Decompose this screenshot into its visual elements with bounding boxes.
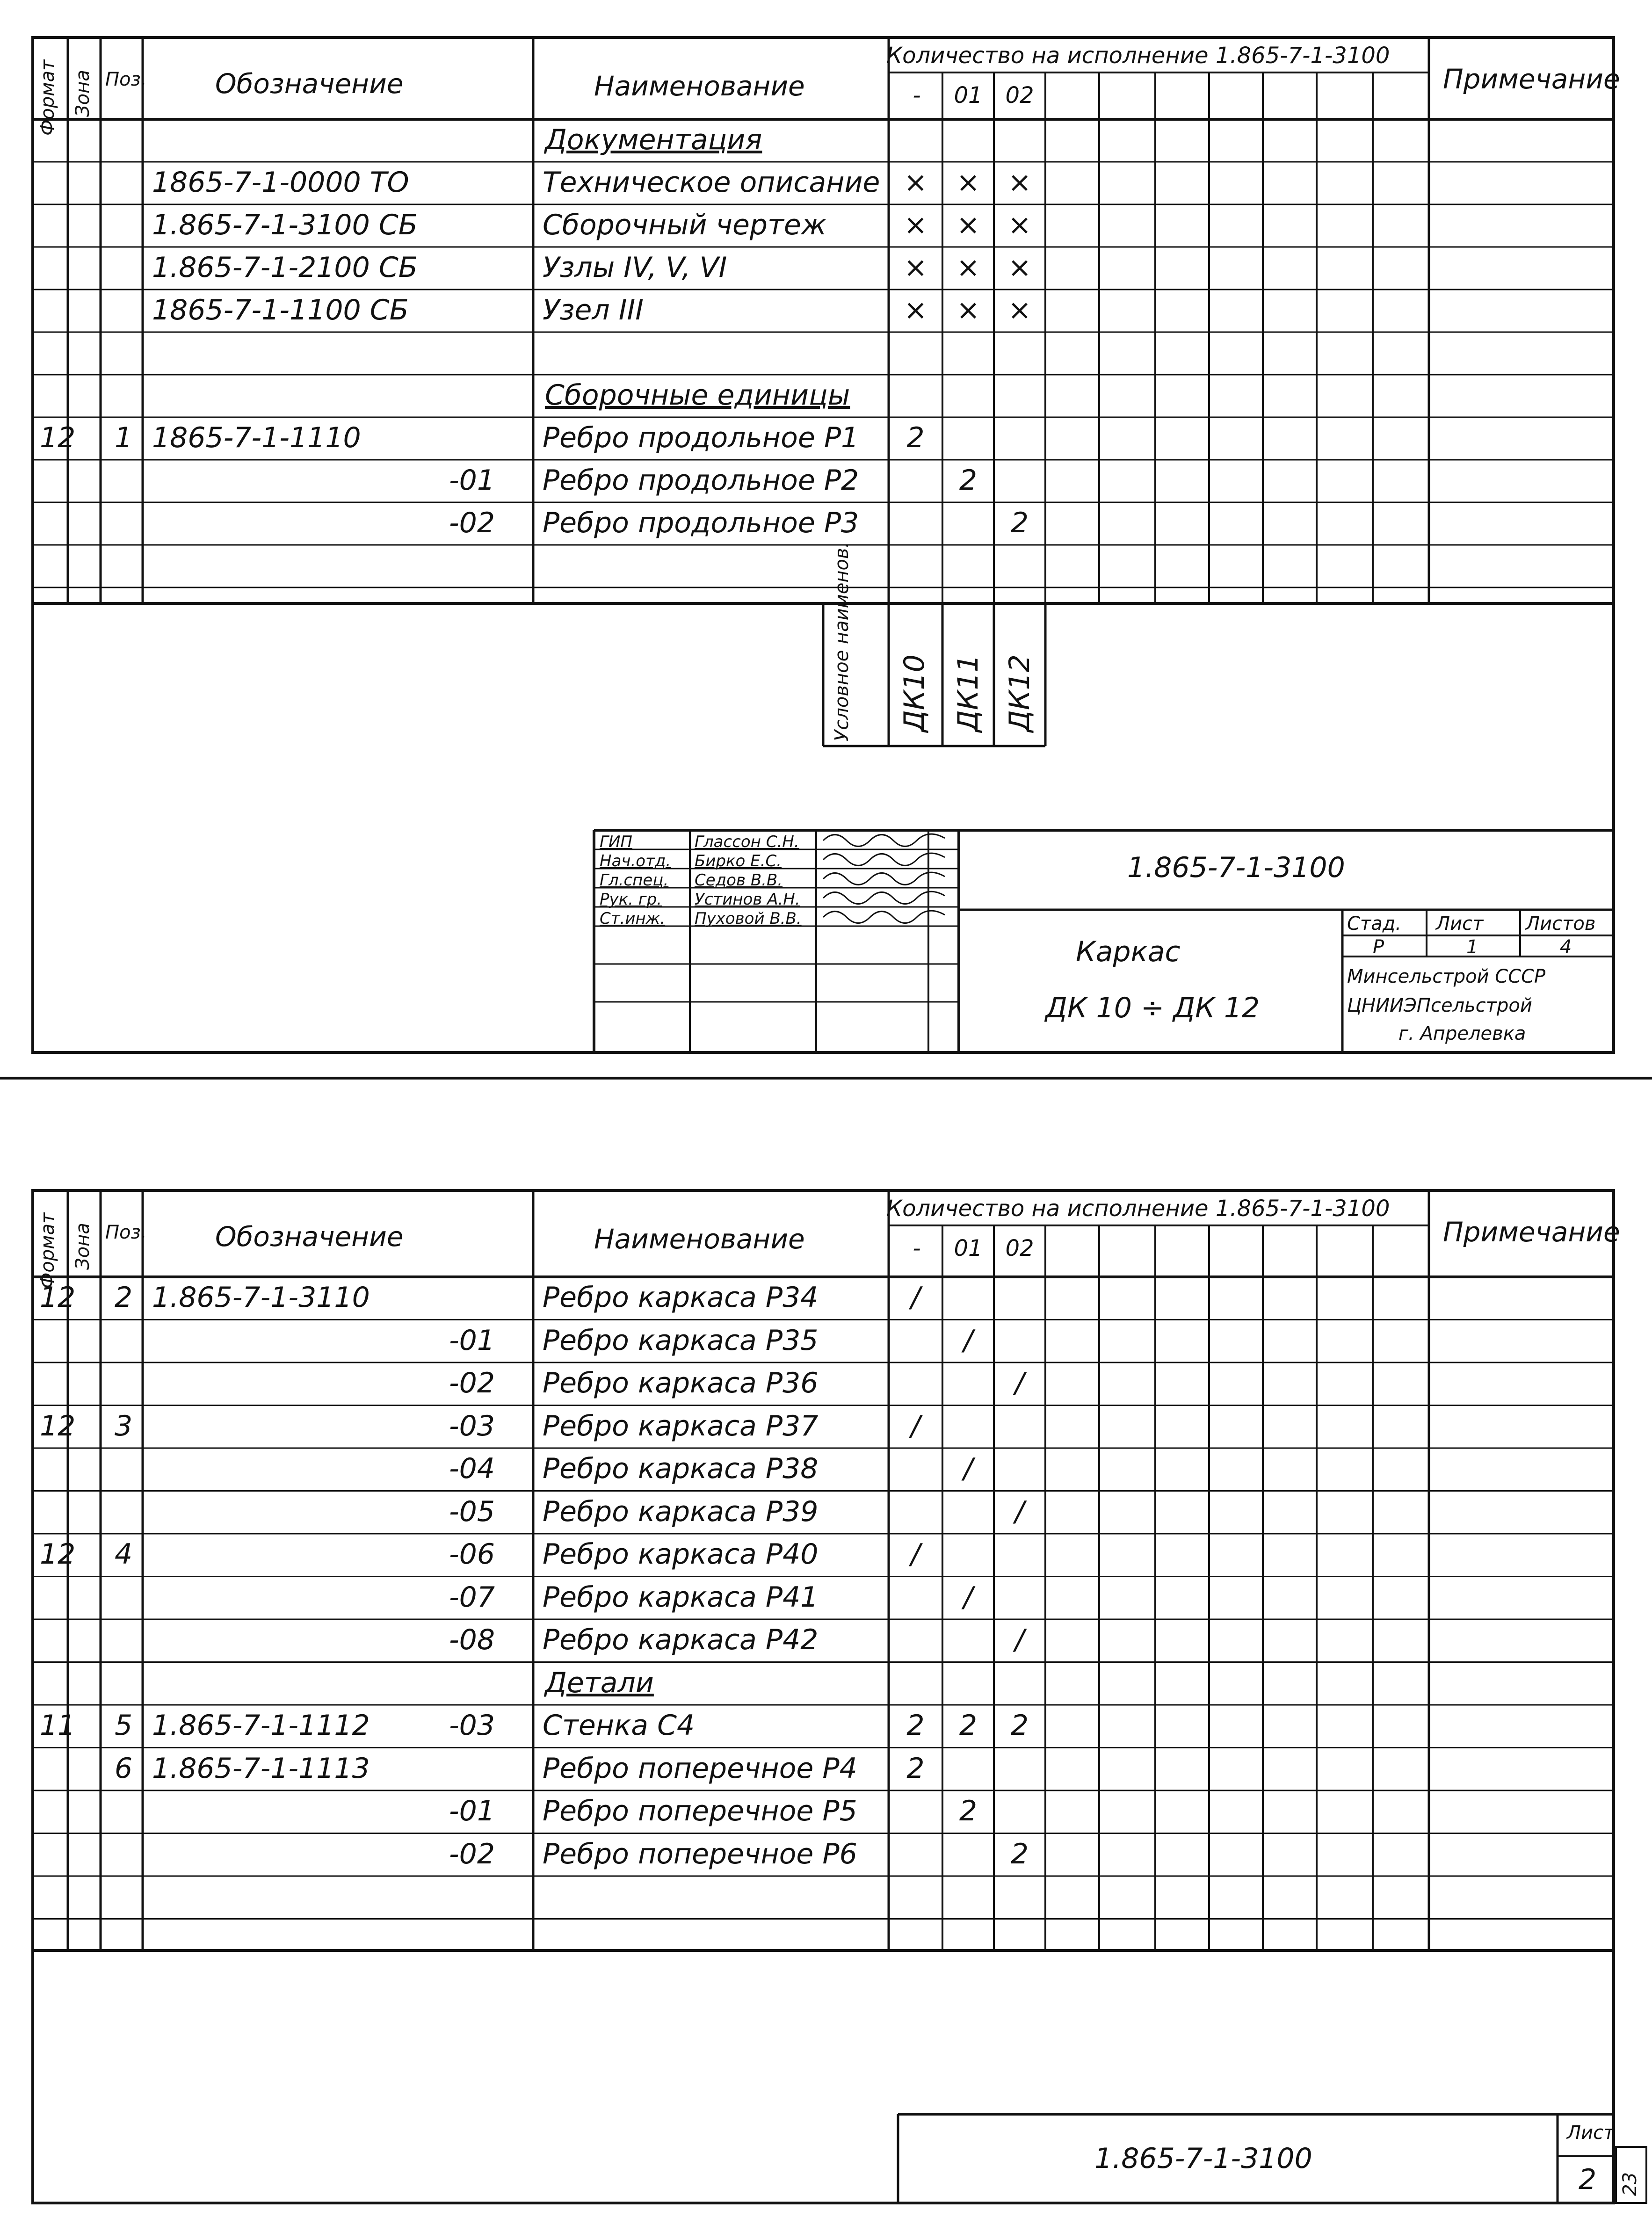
qty-col-1: 01 [954,1235,983,1261]
row-suffix: -01 [449,1795,495,1827]
row-qty: 2 [906,1709,925,1742]
zone-header: Зона [72,70,94,117]
designation-header: Обозначение [215,68,404,100]
row-qty: 2 [959,1709,978,1742]
row-qty: 2 [906,421,925,454]
row-name: Ребро каркаса Р34 [543,1281,819,1314]
org-line: г. Апрелевка [1398,1023,1526,1044]
org-line: Минсельстрой СССР [1347,966,1546,987]
row-qty: × [956,166,980,199]
row-suffix: -02 [449,507,495,539]
qty-col-1: 01 [954,82,983,109]
stage-value: Р [1373,936,1384,958]
qty-header: Количество на исполнение 1.865-7-1-3100 [886,1196,1390,1222]
row-qty: × [904,294,927,326]
sheets-value: 4 [1560,936,1572,958]
row-name: Ребро каркаса Р36 [543,1367,819,1399]
row-name: Ребро продольное Р3 [543,507,859,539]
row-pos: 2 [115,1281,133,1314]
row-designation: 1.865-7-1-2100 СБ [152,251,418,284]
row-qty: × [1007,209,1032,241]
row-qty: × [956,294,980,326]
row-qty: / [911,1409,920,1442]
row-format: 12 [40,1538,76,1571]
row-qty: 2 [959,464,978,497]
row-name: Ребро продольное Р1 [543,421,859,454]
row-suffix: -08 [449,1623,495,1656]
row-qty: / [911,1538,920,1571]
row-qty: / [963,1324,973,1357]
page-number: 23 [1619,2172,1641,2196]
row-designation: 1865-7-1-1100 СБ [152,294,409,326]
conventional-value: ДК10 [898,654,931,732]
row-qty: 2 [906,1752,925,1785]
designation-header: Обозначение [215,1221,404,1253]
row-designation: 1865-7-1-1110 [152,421,361,454]
signature [823,853,945,865]
row-qty: 2 [1010,507,1029,539]
qty-header: Количество на исполнение 1.865-7-1-3100 [886,43,1390,69]
row-suffix: -02 [449,1837,495,1870]
row-name: Ребро каркаса Р38 [543,1452,819,1485]
signature [823,872,945,884]
signature [823,911,945,923]
row-designation: 1.865-7-1-1113 [152,1752,370,1785]
row-suffix: -02 [449,1367,495,1399]
tb-role: Ст.инж. [600,909,666,928]
tb-role: ГИП [600,833,632,851]
tb-name: Седов В.В. [695,871,783,890]
row-designation: 1.865-7-1-3110 [152,1281,370,1314]
row-suffix: -03 [449,1709,495,1742]
tb-role: Нач.отд. [600,852,671,870]
pos-header: Поз. [105,69,147,90]
signature [823,891,945,904]
row-qty: / [1014,1495,1025,1528]
row-suffix: -03 [449,1409,495,1442]
row-format: 12 [40,1409,76,1442]
row-name: Ребро каркаса Р39 [543,1495,819,1528]
row-name: Ребро поперечное Р5 [543,1795,857,1827]
drawing-code: 1.865-7-1-3100 [1127,851,1345,884]
sheet-value: 1 [1466,936,1478,958]
conventional-value: ДК12 [1003,654,1036,732]
row-qty: × [956,209,980,241]
row-suffix: -01 [449,1324,495,1357]
format-header: Формат [37,59,58,136]
row-name: Техническое описание [543,166,880,199]
sheet2-frame [33,1190,1614,2203]
stage-label: Стад. [1347,913,1402,935]
tb-name: Глассон С.Н. [695,833,799,851]
row-pos: 6 [115,1752,133,1785]
row-qty: / [963,1580,973,1614]
row-name: Сборочный чертеж [543,209,826,241]
row-suffix: -07 [449,1580,495,1614]
row-suffix: -01 [449,464,495,497]
format-header: Формат [37,1212,58,1289]
tb-name: Бирко Е.С. [695,852,782,870]
drawing-title: Каркас [1076,935,1181,968]
row-name: Ребро продольное Р2 [543,464,859,497]
row-qty: / [911,1281,920,1314]
signature [823,834,945,846]
row-qty: × [1007,251,1032,284]
row-qty: × [904,209,927,241]
row-format: 11 [40,1709,76,1742]
footer-drawing-code: 1.865-7-1-3100 [1094,2142,1312,2175]
tb-role: Рук. гр. [600,890,662,909]
row-qty: × [904,251,927,284]
row-suffix: -06 [449,1538,495,1571]
qty-col-0: - [913,1235,921,1261]
row-designation: 1.865-7-1-3100 СБ [152,209,418,241]
name-header: Наименование [594,1223,805,1255]
footer-sheet-number: 2 [1579,2163,1597,2196]
row-format: 12 [40,1281,76,1314]
row-name: Узел III [543,294,644,326]
conventional-label: Условное наименов. [831,542,853,741]
pos-header: Поз. [105,1222,147,1243]
row-suffix: -05 [449,1495,495,1528]
row-name: Узлы IV, V, VI [543,251,727,284]
row-qty: 2 [959,1795,978,1827]
name-header: Наименование [594,70,805,102]
zone-header: Зона [72,1223,94,1270]
tb-role: Гл.спец. [600,871,669,890]
row-designation: 1865-7-1-0000 ТО [152,166,409,199]
row-qty: × [1007,294,1032,326]
row-qty: / [1014,1367,1025,1399]
row-qty: × [1007,166,1032,199]
drawing-title-range: ДК 10 ÷ ДК 12 [1045,992,1260,1024]
row-qty: / [963,1452,973,1485]
sheet-label: Лист [1436,913,1484,935]
row-suffix: -04 [449,1452,495,1485]
sheets-label: Листов [1526,913,1596,935]
row-pos: 1 [115,421,133,454]
row-name: Ребро поперечное Р6 [543,1837,857,1870]
row-name: Ребро каркаса Р35 [543,1324,819,1357]
row-qty: × [904,166,927,199]
row-qty: 2 [1010,1709,1029,1742]
note-header: Примечание [1443,63,1620,95]
tb-name: Устинов А.Н. [695,890,800,909]
row-pos: 3 [115,1409,133,1442]
note-header: Примечание [1443,1216,1620,1248]
row-name: Ребро поперечное Р4 [543,1752,857,1785]
row-format: 12 [40,421,76,454]
row-designation: 1.865-7-1-1112 [152,1709,370,1742]
conventional-value: ДК11 [952,654,985,732]
row-qty: × [956,251,980,284]
row-qty: 2 [1010,1837,1029,1870]
row-name: Ребро каркаса Р42 [543,1623,819,1656]
row-name: Документация [545,123,762,156]
row-name: Стенка С4 [543,1709,695,1742]
qty-col-0: - [913,82,921,109]
qty-col-2: 02 [1005,1235,1034,1261]
row-qty: / [1014,1623,1025,1656]
row-name: Ребро каркаса Р41 [543,1580,819,1614]
row-name: Ребро каркаса Р37 [543,1409,819,1442]
tb-name: Пуховой В.В. [695,909,802,928]
row-name: Детали [545,1666,654,1699]
org-line: ЦНИИЭПсельстрой [1347,995,1532,1016]
row-pos: 5 [115,1709,133,1742]
qty-col-2: 02 [1005,82,1034,109]
row-name: Сборочные единицы [545,379,850,412]
footer-sheet-label: Лист [1567,2122,1615,2144]
row-name: Ребро каркаса Р40 [543,1538,819,1571]
row-pos: 4 [115,1538,133,1571]
